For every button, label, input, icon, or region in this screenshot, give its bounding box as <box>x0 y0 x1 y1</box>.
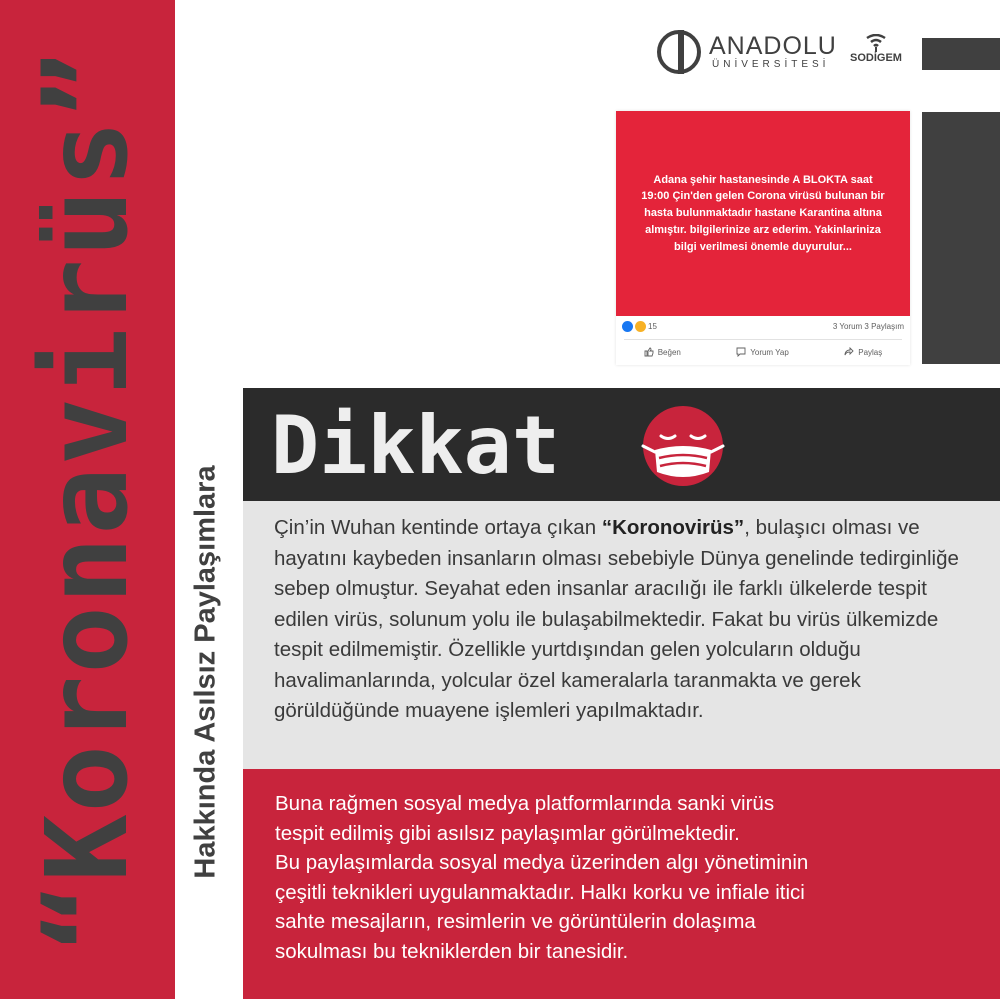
comment-label: Yorum Yap <box>750 347 789 357</box>
info-highlight: “Koronovirüs” <box>601 516 745 539</box>
heading-title: Dikkat <box>271 399 560 492</box>
like-icon <box>644 347 654 357</box>
anadolu-university-logo <box>657 30 837 76</box>
reaction-like-icon <box>622 321 633 332</box>
share-label: Paylaş <box>858 347 883 357</box>
comments-shares-count: 3 Yorum 3 Paylaşım <box>832 322 904 331</box>
comment-icon <box>736 347 746 357</box>
anadolu-logo-subtitle: ÜNİVERSİTESİ <box>712 59 830 70</box>
heading-banner <box>243 388 1000 501</box>
warning-line: Buna rağmen sosyal medya platformlarında sanki virüs <box>275 792 775 815</box>
reaction-count: 15 <box>648 322 657 331</box>
like-action <box>644 344 681 360</box>
post-divider <box>624 339 902 340</box>
info-paragraph <box>274 513 984 727</box>
info-panel <box>243 501 1000 769</box>
post-reactions <box>622 321 657 332</box>
comment-action <box>736 344 789 360</box>
post-image-text: Adana şehir hastanesinde A BLOKTA saat 19:00 Çin'den gelen Corona virüsü bulunan bir hasta bulunmaktadır hastane Karantina altına almıştır. bilgilerinize arz ederim. Yakinlariniza bilgi verilmesi önemle duyurulur... <box>641 173 885 253</box>
warning-paragraph <box>275 789 965 966</box>
like-label: Beğen <box>657 347 681 357</box>
warning-panel <box>243 769 1000 999</box>
social-media-post-screenshot <box>616 111 910 365</box>
vertical-subtitle: Hakkında Asılsız Paylaşımlara <box>189 465 222 879</box>
warning-line: sokulması bu tekniklerden bir tanesidir. <box>275 939 629 963</box>
sodigem-signal-icon <box>865 34 887 52</box>
share-action <box>844 344 882 360</box>
decorative-bar-top <box>922 38 1000 70</box>
sodigem-logo-name: SODİGEM <box>850 52 902 64</box>
anadolu-logo-mark-icon <box>657 30 701 74</box>
vertical-title: “Koronavirüs” <box>23 48 153 952</box>
warning-line: çeşitli teknikleri uygulanmaktadır. Halkı korku ve infiale itici <box>275 880 805 904</box>
decorative-bar-right <box>922 112 1000 364</box>
warning-line: sahte mesajların, resimlerin ve görüntülerin dolaşıma <box>275 910 756 933</box>
warning-line: tespit edilmiş gibi asılsız paylaşımlar görülmektedir. <box>275 821 740 845</box>
share-icon <box>844 347 854 357</box>
post-image <box>616 111 910 316</box>
masked-face-icon <box>637 402 729 488</box>
sodigem-logo <box>846 34 906 74</box>
warning-line: Bu paylaşımlarda sosyal medya üzerinden algı yönetiminin <box>275 851 809 874</box>
post-actions <box>616 344 910 360</box>
reaction-wow-icon <box>635 321 646 332</box>
info-text-after: , bulaşıcı olması ve hayatını kaybeden insanların olması sebebiyle Dünya genelinde tedirginliğe sebep olmuştur. Seyahat eden insanlar aracılığı ile farklı ülkelerde tespit edilen virüs, solunum yolu ile bulaşabilmektedir. Fakat bu virüs ülkemizde tespit edilmemiştir. Özellikle yurtdışından gelen yolcuların olduğu havalimanlarında, yolcular özel kameralarla taranmakta ve gerek görüldüğünde muayene işlemleri yapılmaktadır. <box>274 516 959 722</box>
info-text-before: Çin’in Wuhan kentinde ortaya çıkan <box>274 516 602 539</box>
anadolu-logo-name: ANADOLU <box>709 32 837 60</box>
post-stats <box>616 321 910 335</box>
